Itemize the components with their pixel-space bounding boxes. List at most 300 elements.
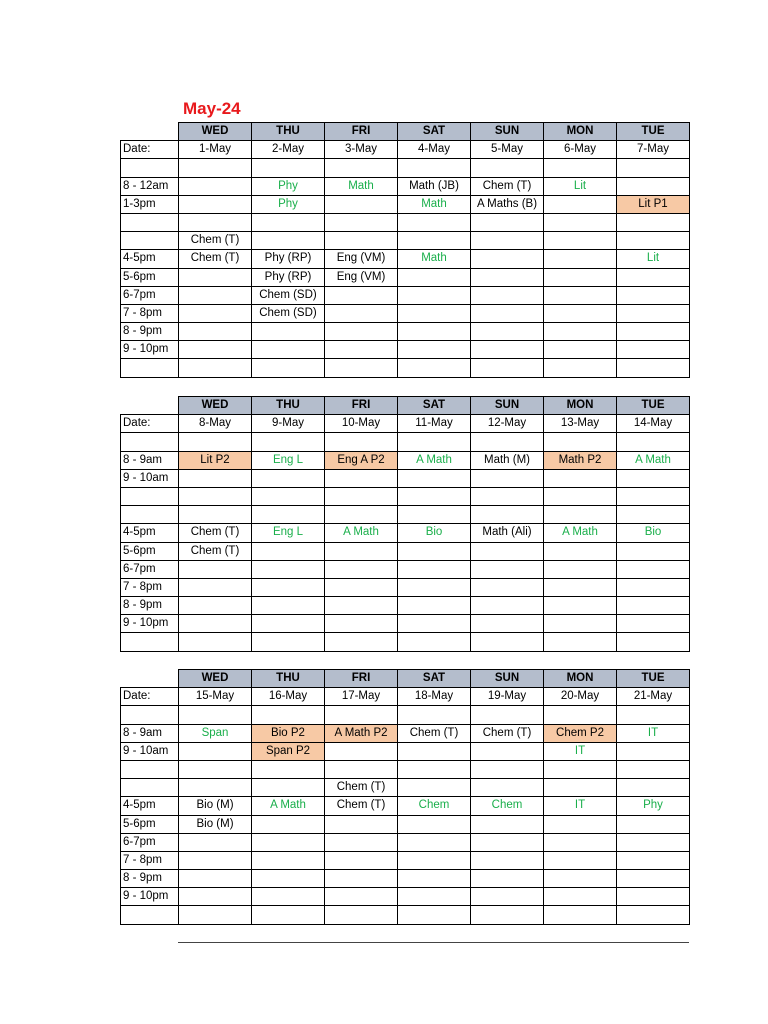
schedule-cell: 14-May: [617, 415, 690, 433]
time-slot-label: 5-6pm: [121, 815, 179, 833]
schedule-cell: [252, 833, 325, 851]
table-row: [121, 286, 690, 304]
schedule-cell: Eng (VM): [325, 268, 398, 286]
schedule-cell: [471, 469, 544, 487]
schedule-cell: Math (JB): [398, 177, 471, 195]
schedule-cell: [617, 906, 690, 924]
time-slot-label: [121, 232, 179, 250]
schedule-cell: [179, 760, 252, 778]
schedule-cell: [398, 560, 471, 578]
table-row: [121, 615, 690, 633]
day-header-thu: THU: [252, 670, 325, 688]
schedule-cell: [544, 615, 617, 633]
schedule-cell: [325, 870, 398, 888]
table-row: [121, 451, 690, 469]
schedule-cell: [398, 268, 471, 286]
table-row: [121, 506, 690, 524]
day-header-sat: SAT: [398, 123, 471, 141]
time-slot-label: [121, 633, 179, 651]
schedule-cell: [252, 213, 325, 231]
schedule-cell: Chem: [471, 797, 544, 815]
schedule-cell: [179, 506, 252, 524]
schedule-cell: [252, 706, 325, 724]
schedule-cell: [398, 906, 471, 924]
schedule-cell: A Math: [617, 451, 690, 469]
time-slot-label: 5-6pm: [121, 268, 179, 286]
schedule-cell: 17-May: [325, 688, 398, 706]
table-row: [121, 760, 690, 778]
day-header-sun: SUN: [471, 123, 544, 141]
time-slot-label: 7 - 8pm: [121, 851, 179, 869]
time-slot-label: 1-3pm: [121, 195, 179, 213]
day-header-wed: WED: [179, 123, 252, 141]
time-slot-label: Date:: [121, 141, 179, 159]
schedule-cell: [179, 742, 252, 760]
schedule-cell: [325, 888, 398, 906]
schedule-cell: [471, 506, 544, 524]
table-row: [121, 742, 690, 760]
schedule-cell: [544, 159, 617, 177]
schedule-cell: [325, 597, 398, 615]
time-slot-label: [121, 359, 179, 377]
page-title: May-24: [183, 99, 241, 118]
schedule-cell: Phy (RP): [252, 268, 325, 286]
schedule-cell: [617, 578, 690, 596]
schedule-cell: [398, 760, 471, 778]
schedule-cell: [471, 597, 544, 615]
day-header-fri: FRI: [325, 670, 398, 688]
schedule-cell: [544, 633, 617, 651]
day-header-mon: MON: [544, 123, 617, 141]
schedule-cell: Eng (VM): [325, 250, 398, 268]
time-slot-label: 8 - 12am: [121, 177, 179, 195]
schedule-cell: [398, 469, 471, 487]
table-row: [121, 597, 690, 615]
schedule-cell: 10-May: [325, 415, 398, 433]
schedule-cell: [617, 323, 690, 341]
time-slot-label: [121, 506, 179, 524]
schedule-cell: [325, 760, 398, 778]
schedule-cell: [179, 268, 252, 286]
schedule-cell: [544, 870, 617, 888]
schedule-cell: [471, 833, 544, 851]
schedule-cell: Chem (SD): [252, 304, 325, 322]
schedule-cell: [179, 359, 252, 377]
table-row: [121, 560, 690, 578]
schedule-cell: [252, 851, 325, 869]
schedule-cell: [471, 323, 544, 341]
schedule-cell: [398, 779, 471, 797]
schedule-cell: [179, 779, 252, 797]
schedule-cell: [617, 597, 690, 615]
schedule-cell: [398, 304, 471, 322]
schedule-cell: Chem (T): [471, 177, 544, 195]
schedule-cell: 11-May: [398, 415, 471, 433]
schedule-cell: 18-May: [398, 688, 471, 706]
schedule-cell: [617, 487, 690, 505]
schedule-cell: [179, 323, 252, 341]
schedule-cell: [471, 906, 544, 924]
schedule-cell: [179, 469, 252, 487]
schedule-cell: [471, 268, 544, 286]
schedule-cell: [252, 870, 325, 888]
schedule-cell: [252, 542, 325, 560]
schedule-cell: [179, 906, 252, 924]
schedule-cell: Phy: [252, 195, 325, 213]
schedule-cell: [544, 341, 617, 359]
schedule-cell: [544, 268, 617, 286]
schedule-cell: [179, 487, 252, 505]
schedule-cell: [544, 578, 617, 596]
table-row: [121, 213, 690, 231]
schedule-cell: A Math: [252, 797, 325, 815]
time-slot-label: 8 - 9pm: [121, 597, 179, 615]
day-header-thu: THU: [252, 397, 325, 415]
schedule-cell: [179, 195, 252, 213]
time-slot-label: [121, 159, 179, 177]
table-row: [121, 268, 690, 286]
schedule-cell: [398, 323, 471, 341]
schedule-cell: [617, 888, 690, 906]
table-row: [121, 797, 690, 815]
day-header-wed: WED: [179, 397, 252, 415]
week-schedule-table: [120, 122, 690, 378]
week-schedule-table: [120, 396, 690, 652]
schedule-cell: 13-May: [544, 415, 617, 433]
schedule-cell: A Math: [544, 524, 617, 542]
schedule-cell: A Math: [325, 524, 398, 542]
schedule-cell: [398, 487, 471, 505]
schedule-cell: [617, 779, 690, 797]
schedule-cell: 16-May: [252, 688, 325, 706]
schedule-cell: [252, 815, 325, 833]
time-slot-label: Date:: [121, 415, 179, 433]
schedule-cell: [544, 286, 617, 304]
schedule-cell: [398, 833, 471, 851]
schedule-cell: [617, 469, 690, 487]
table-row: [121, 815, 690, 833]
time-slot-label: 5-6pm: [121, 542, 179, 560]
schedule-cell: IT: [544, 797, 617, 815]
schedule-cell: [544, 851, 617, 869]
day-header-wed: WED: [179, 670, 252, 688]
schedule-cell: [325, 232, 398, 250]
table-row: [121, 487, 690, 505]
schedule-cell: [617, 542, 690, 560]
schedule-cell: [325, 213, 398, 231]
schedule-cell: [252, 597, 325, 615]
schedule-cell: [398, 742, 471, 760]
time-slot-label: [121, 433, 179, 451]
schedule-cell: Phy: [617, 797, 690, 815]
schedule-cell: Chem (T): [179, 542, 252, 560]
schedule-cell: [252, 433, 325, 451]
schedule-cell: A Maths (B): [471, 195, 544, 213]
schedule-cell: [325, 159, 398, 177]
schedule-cell: [398, 542, 471, 560]
day-header-row: [121, 397, 690, 415]
schedule-cell: [398, 213, 471, 231]
time-slot-label: 9 - 10am: [121, 469, 179, 487]
schedule-cell: [398, 341, 471, 359]
day-header-sun: SUN: [471, 670, 544, 688]
table-row: [121, 888, 690, 906]
schedule-cell: [617, 213, 690, 231]
time-slot-label: 9 - 10am: [121, 742, 179, 760]
schedule-cell: Phy (RP): [252, 250, 325, 268]
schedule-cell: 9-May: [252, 415, 325, 433]
schedule-cell: Chem: [398, 797, 471, 815]
table-row: [121, 524, 690, 542]
schedule-cell: Chem (T): [179, 524, 252, 542]
schedule-cell: [252, 615, 325, 633]
schedule-cell: [471, 487, 544, 505]
schedule-cell: Bio P2: [252, 724, 325, 742]
table-row: [121, 304, 690, 322]
day-header-thu: THU: [252, 123, 325, 141]
time-slot-label: 9 - 10pm: [121, 341, 179, 359]
schedule-cell: Chem P2: [544, 724, 617, 742]
schedule-cell: [617, 341, 690, 359]
schedule-cell: [325, 833, 398, 851]
schedule-cell: [471, 888, 544, 906]
schedule-cell: Phy: [252, 177, 325, 195]
schedule-cell: [471, 560, 544, 578]
schedule-cell: [398, 615, 471, 633]
schedule-cell: Chem (T): [398, 724, 471, 742]
schedule-cell: [179, 615, 252, 633]
schedule-cell: [544, 597, 617, 615]
schedule-cell: Lit P1: [617, 195, 690, 213]
schedule-cell: 15-May: [179, 688, 252, 706]
schedule-cell: Bio (M): [179, 797, 252, 815]
schedule-cell: [325, 487, 398, 505]
week-schedule-table: [120, 669, 690, 925]
schedule-cell: [544, 304, 617, 322]
schedule-cell: [544, 706, 617, 724]
schedule-cell: [325, 578, 398, 596]
schedule-cell: [617, 286, 690, 304]
schedule-cell: [325, 742, 398, 760]
schedule-cell: [544, 560, 617, 578]
schedule-cell: [471, 304, 544, 322]
schedule-cell: [325, 323, 398, 341]
table-row: [121, 542, 690, 560]
table-row: [121, 724, 690, 742]
schedule-cell: [471, 159, 544, 177]
table-row: [121, 870, 690, 888]
day-header-tue: TUE: [617, 123, 690, 141]
schedule-cell: IT: [544, 742, 617, 760]
schedule-cell: 8-May: [179, 415, 252, 433]
schedule-cell: [252, 888, 325, 906]
schedule-cell: Eng L: [252, 451, 325, 469]
schedule-cell: [617, 159, 690, 177]
day-header-tue: TUE: [617, 670, 690, 688]
table-row: [121, 779, 690, 797]
time-slot-label: 4-5pm: [121, 797, 179, 815]
header-corner-cell: [121, 670, 179, 688]
schedule-cell: [544, 359, 617, 377]
schedule-cell: [471, 615, 544, 633]
day-header-mon: MON: [544, 397, 617, 415]
schedule-cell: [325, 706, 398, 724]
schedule-cell: [471, 870, 544, 888]
time-slot-label: 8 - 9am: [121, 724, 179, 742]
schedule-cell: [544, 506, 617, 524]
schedule-cell: [252, 779, 325, 797]
schedule-cell: Math (M): [471, 451, 544, 469]
time-slot-label: [121, 779, 179, 797]
schedule-cell: [179, 706, 252, 724]
schedule-cell: Lit: [544, 177, 617, 195]
schedule-cell: [398, 888, 471, 906]
time-slot-label: 4-5pm: [121, 250, 179, 268]
table-row: [121, 359, 690, 377]
schedule-cell: [179, 851, 252, 869]
schedule-cell: [544, 487, 617, 505]
footer-divider: [178, 942, 689, 943]
schedule-cell: [471, 542, 544, 560]
schedule-cell: [617, 760, 690, 778]
schedule-cell: [544, 833, 617, 851]
schedule-cell: [325, 359, 398, 377]
schedule-cell: [398, 506, 471, 524]
time-slot-label: 6-7pm: [121, 833, 179, 851]
schedule-cell: [471, 851, 544, 869]
schedule-cell: Chem (T): [471, 724, 544, 742]
schedule-cell: [325, 542, 398, 560]
schedule-cell: [617, 851, 690, 869]
schedule-cell: [179, 888, 252, 906]
time-slot-label: 4-5pm: [121, 524, 179, 542]
schedule-cell: 4-May: [398, 141, 471, 159]
schedule-cell: [471, 232, 544, 250]
schedule-cell: [471, 359, 544, 377]
schedule-cell: [471, 341, 544, 359]
schedule-cell: Math (Ali): [471, 524, 544, 542]
day-header-sun: SUN: [471, 397, 544, 415]
schedule-cell: [325, 906, 398, 924]
table-row: [121, 433, 690, 451]
table-row: [121, 323, 690, 341]
schedule-cell: [398, 578, 471, 596]
schedule-cell: Eng A P2: [325, 451, 398, 469]
schedule-cell: Math P2: [544, 451, 617, 469]
schedule-cell: [325, 506, 398, 524]
schedule-cell: [544, 760, 617, 778]
schedule-cell: 20-May: [544, 688, 617, 706]
schedule-cell: [471, 433, 544, 451]
day-header-row: [121, 670, 690, 688]
schedule-cell: [471, 250, 544, 268]
schedule-cell: [252, 341, 325, 359]
table-row: [121, 232, 690, 250]
schedule-cell: Bio (M): [179, 815, 252, 833]
schedule-cell: 6-May: [544, 141, 617, 159]
schedule-cell: 5-May: [471, 141, 544, 159]
time-slot-label: [121, 213, 179, 231]
schedule-cell: [398, 633, 471, 651]
time-slot-label: [121, 906, 179, 924]
schedule-cell: 7-May: [617, 141, 690, 159]
schedule-cell: [617, 815, 690, 833]
schedule-cell: Lit P2: [179, 451, 252, 469]
schedule-cell: [325, 433, 398, 451]
day-header-sat: SAT: [398, 397, 471, 415]
schedule-cell: [252, 232, 325, 250]
schedule-cell: [617, 433, 690, 451]
table-row: [121, 250, 690, 268]
table-row: [121, 906, 690, 924]
schedule-cell: [179, 560, 252, 578]
schedule-cell: [544, 250, 617, 268]
schedule-cell: [325, 469, 398, 487]
schedule-cell: Math: [398, 195, 471, 213]
schedule-cell: [544, 906, 617, 924]
schedule-cell: [617, 833, 690, 851]
schedule-cell: [544, 542, 617, 560]
schedule-cell: [617, 870, 690, 888]
schedule-cell: [179, 213, 252, 231]
table-row: [121, 688, 690, 706]
header-corner-cell: [121, 397, 179, 415]
schedule-cell: [252, 469, 325, 487]
time-slot-label: 6-7pm: [121, 560, 179, 578]
schedule-cell: Chem (T): [179, 232, 252, 250]
schedule-cell: [471, 742, 544, 760]
day-header-fri: FRI: [325, 123, 398, 141]
table-row: [121, 469, 690, 487]
schedule-cell: Chem (T): [325, 779, 398, 797]
day-header-fri: FRI: [325, 397, 398, 415]
schedule-cell: [471, 633, 544, 651]
schedule-cell: [617, 232, 690, 250]
schedule-cell: [398, 870, 471, 888]
schedule-cell: [471, 760, 544, 778]
schedule-cell: Eng L: [252, 524, 325, 542]
header-corner-cell: [121, 123, 179, 141]
schedule-cell: [325, 286, 398, 304]
schedule-cell: [325, 615, 398, 633]
schedule-cell: [179, 633, 252, 651]
schedule-cell: [471, 578, 544, 596]
schedule-cell: [325, 851, 398, 869]
schedule-cell: [398, 286, 471, 304]
schedule-cell: [252, 578, 325, 596]
schedule-cell: [544, 232, 617, 250]
schedule-cell: Chem (SD): [252, 286, 325, 304]
time-slot-label: 9 - 10pm: [121, 615, 179, 633]
schedule-cell: [617, 359, 690, 377]
schedule-cell: A Math P2: [325, 724, 398, 742]
schedule-cell: 3-May: [325, 141, 398, 159]
time-slot-label: [121, 760, 179, 778]
schedule-cell: [617, 177, 690, 195]
time-slot-label: 7 - 8pm: [121, 304, 179, 322]
schedule-cell: [471, 815, 544, 833]
time-slot-label: 8 - 9pm: [121, 323, 179, 341]
table-row: [121, 195, 690, 213]
schedule-cell: IT: [617, 724, 690, 742]
schedule-cell: Math: [398, 250, 471, 268]
schedule-cell: [471, 779, 544, 797]
schedule-cell: [179, 159, 252, 177]
schedule-cell: [252, 906, 325, 924]
schedule-cell: [617, 615, 690, 633]
schedule-cell: [252, 323, 325, 341]
schedule-cell: [325, 633, 398, 651]
